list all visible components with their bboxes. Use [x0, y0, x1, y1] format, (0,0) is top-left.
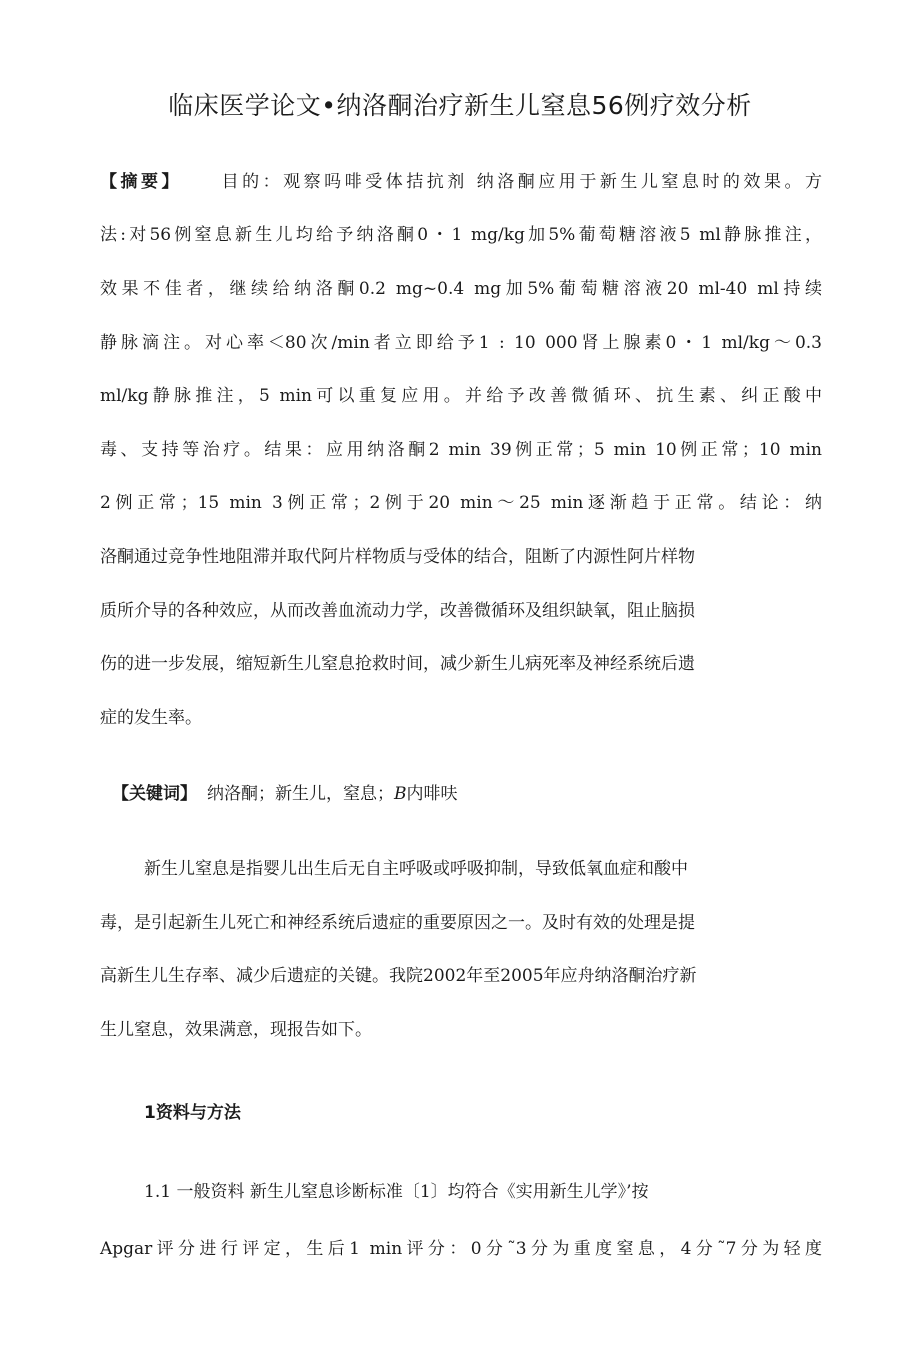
- abstract-line: 质所介导的各种效应，从而改善血流动力学，改善微循环及组织缺氧，阻止脑损: [100, 601, 695, 621]
- abstract-line: 洛酮通过竞争性地阻滞并取代阿片样物质与受体的结合，阻断了内源性阿片样物: [100, 547, 695, 567]
- abstract-line: 毒、支持等治疗。结果：应用纳洛酮2 min 39例正常；5 min 10例正常；10 min: [100, 440, 822, 460]
- abstract-label: 【摘要】: [100, 172, 183, 192]
- intro-line: 新生儿窒息是指婴儿出生后无自主呼吸或呼吸抑制，导致低氧血症和酸中: [144, 859, 688, 879]
- keywords-line: [112, 782, 834, 806]
- abstract-line: ml/kg静脉推注，5 min可以重复应用。并给予改善微循环、抗生素、纠正酸中: [100, 386, 822, 406]
- subsection-line: 1.1 一般资料 新生儿窒息诊断标准〔1〕均符合《实用新生儿学》’按: [144, 1182, 649, 1202]
- abstract-line: 伤的进一步发展，缩短新生儿窒息抢救时间，减少新生儿病死率及神经系统后遗: [100, 654, 695, 674]
- intro-line: 毒，是引起新生儿死亡和神经系统后遗症的重要原因之一。及时有效的处理是提: [100, 913, 695, 933]
- section-heading: [144, 1101, 866, 1125]
- abstract-text: 目的：观察吗啡受体拮抗剂 纳洛酮应用于新生儿窒息时的效果。方: [218, 172, 823, 192]
- abstract-line: 静脉滴注。对心率＜80次/min者立即给予1 : 10 000肾上腺素0・1 ml/kg～0.3: [100, 333, 822, 353]
- abstract-line: 法:对56例窒息新生儿均给予纳洛酮0・1 mg/kg加5%葡萄糖溶液5 ml静脉推注，: [100, 225, 822, 245]
- keywords-text-end: 内啡呋: [406, 784, 458, 804]
- subsection-line: Apgar评分进行评定，生后1 min评分：0分˜3分为重度窒息，4分˜7分为轻度: [100, 1239, 822, 1259]
- keywords-beta: B: [394, 784, 407, 804]
- intro-line: 高新生儿生存率、减少后遗症的关键。我院2002年至2005年应舟纳洛酮治疗新: [100, 966, 697, 986]
- abstract-line: [100, 170, 822, 194]
- abstract-line: 2例正常；15 min 3例正常；2例于20 min～25 min逐渐趋于正常。结论：纳: [100, 493, 822, 513]
- keywords-text: 纳洛酮；新生儿，窒息；: [207, 784, 394, 804]
- page-title: 临床医学论文•纳洛酮治疗新生儿窒息56例疗效分析: [168, 91, 752, 120]
- abstract-line: 症的发生率。: [100, 708, 202, 728]
- section-heading-text: 1资料与方法: [144, 1103, 241, 1123]
- intro-line: 生儿窒息，效果满意，现报告如下。: [100, 1020, 372, 1040]
- abstract-line: 效果不佳者，继续给纳洛酮0.2 mg~0.4 mg加5%葡萄糖溶液20 ml-40 ml持续: [100, 279, 822, 299]
- keywords-label: 【关键词】: [112, 784, 197, 804]
